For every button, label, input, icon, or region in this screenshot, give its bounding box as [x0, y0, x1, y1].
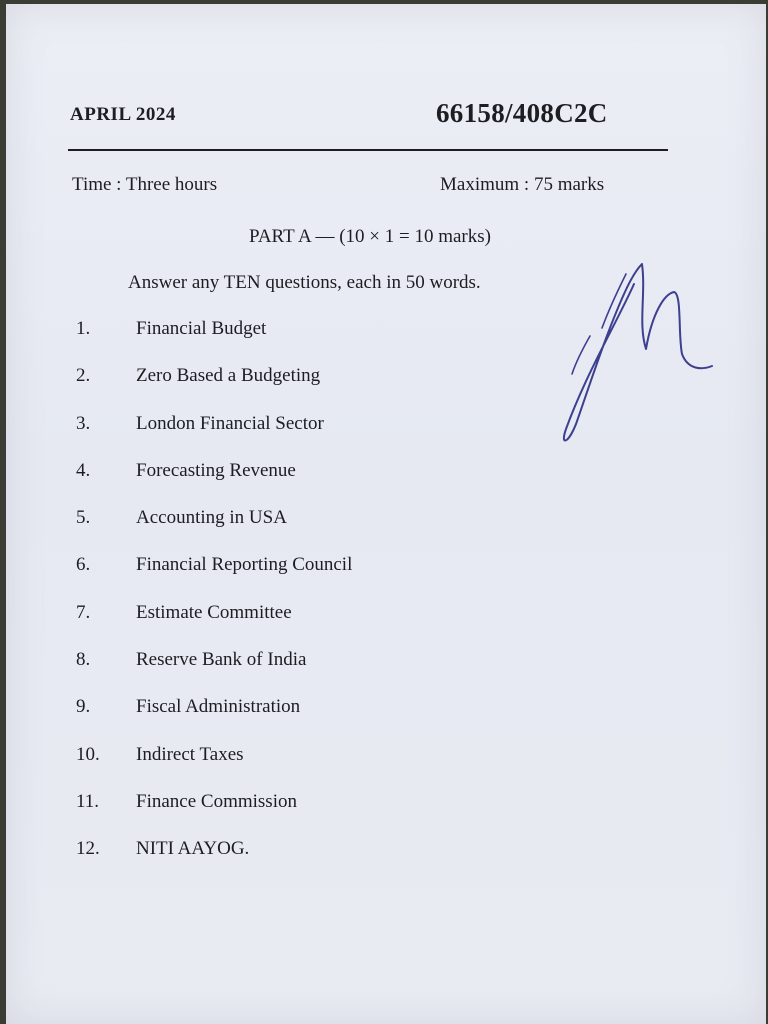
question-text: Financial Reporting Council: [136, 554, 353, 576]
question-number: 5.: [76, 507, 91, 529]
question-number: 3.: [76, 412, 91, 434]
question-number: 8.: [76, 649, 91, 671]
part-instruction: Answer any TEN questions, each in 50 words.: [128, 272, 481, 293]
question-number: 7.: [76, 601, 91, 623]
header-divider: [68, 149, 668, 151]
question-number: 10.: [76, 743, 100, 765]
handwritten-signature: [546, 254, 716, 454]
exam-month-year: APRIL 2024: [70, 104, 176, 125]
part-title: PART A — (10 × 1 = 10 marks): [249, 226, 491, 247]
question-text: Forecasting Revenue: [136, 459, 296, 481]
question-text: London Financial Sector: [136, 412, 324, 434]
question-text: Financial Budget: [136, 318, 267, 339]
question-text: Accounting in USA: [136, 507, 287, 529]
question-number: 11.: [76, 790, 100, 812]
question-text: NITI AAYOG.: [136, 838, 250, 860]
question-number: 2.: [76, 365, 91, 387]
question-number: 9.: [76, 696, 91, 718]
time-allowed: Time : Three hours: [72, 174, 218, 195]
question-text: Fiscal Administration: [136, 696, 301, 718]
paper-code: 66158/408C2C: [436, 98, 608, 128]
question-number: 12.: [76, 838, 100, 860]
question-number: 4.: [76, 459, 91, 481]
question-text: Estimate Committee: [136, 601, 292, 623]
question-text: Indirect Taxes: [136, 743, 244, 765]
maximum-marks: Maximum : 75 marks: [440, 174, 605, 195]
exam-paper: [6, 4, 766, 1024]
question-text: Finance Commission: [136, 790, 297, 812]
question-text: Zero Based a Budgeting: [136, 365, 321, 387]
question-number: 1.: [76, 318, 91, 339]
question-text: Reserve Bank of India: [136, 649, 307, 671]
question-number: 6.: [76, 554, 91, 576]
